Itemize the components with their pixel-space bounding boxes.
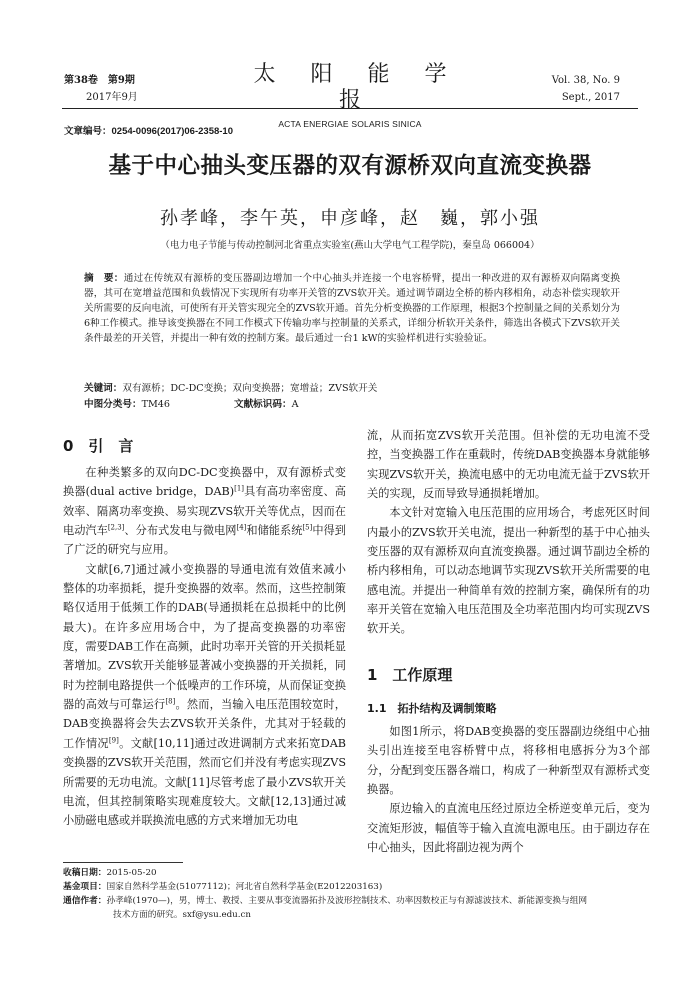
paper-title: 基于中心抽头变压器的双有源桥双向直流变换器 xyxy=(108,153,592,179)
keywords xyxy=(84,380,624,394)
date-en: Sept., 2017 xyxy=(561,92,620,103)
received-date: 收稿日期： 2015-05-20 xyxy=(63,868,157,878)
journal-title-block xyxy=(230,62,470,129)
keywords-text: 双有源桥；DC-DC变换；双向变换器；宽增益；ZVS软开关 xyxy=(122,383,378,394)
intro-paragraph-1: 在种类繁多的双向DC-DC变换器中，双有源桥式变换器(dual active bridge，DAB)[1]具有高功率密度、高效率、隔离功率变换、易实现ZVS软开关等优点，因而在电动汽车[2,3]、分布式发电与微电网[4]和储能系统[5]中得到了广泛的研究与应用。 xyxy=(63,466,346,557)
journal-title-cn: 太 阳 能 学 报 xyxy=(253,62,461,113)
volume-issue-en: Vol. 38, No. 9 xyxy=(551,75,620,86)
topology-paragraph-1: 如图1所示，将DAB变换器的变压器副边绕组中心抽头引出连接至电容桥臂中点，将移相电感拆分为3个部分，分配到变压器各端口，构成了一种新型双有源桥式变换器。 xyxy=(367,725,650,797)
section-1-1-heading: 1.1 拓扑结构及调制策略 xyxy=(367,702,497,715)
keywords-label: 关键词： xyxy=(84,383,123,394)
volume-issue-cn: 第38卷 第9期 xyxy=(64,75,135,86)
left-column xyxy=(63,463,346,831)
corresponding-author-cont: 技术方面的研究。sxf@ysu.edu.cn xyxy=(113,910,252,920)
journal-title-en: ACTA ENERGIAE SOLARIS SINICA xyxy=(278,119,422,129)
clc-label: 中图分类号： xyxy=(84,399,142,410)
paper-affiliation: （电力电子节能与传动控制河北省重点实验室(燕山大学电气工程学院)，秦皇岛 066004） xyxy=(160,240,540,251)
corresponding-author: 通信作者： 孙孝峰(1970—)，男，博士、教授、主要从事变流器拓扑及波形控制技术、功率因数校正与有源滤波技术、新能源变换与组网 xyxy=(63,896,588,906)
paper-authors: 孙孝峰，李午英，申彦峰，赵 巍，郭小强 xyxy=(160,208,540,229)
section-0-heading: 0 引 言 xyxy=(63,437,134,455)
abstract-label: 摘 要： xyxy=(84,273,124,284)
doc-code-label: 文献标识码： xyxy=(234,399,292,410)
clc-value: TM46 xyxy=(141,399,170,410)
intro-paragraph-2: 文献[6,7]通过减小变换器的导通电流有效值来减小整体的功率损耗，提升变换器的效率。然而，这些控制策略仅适用于低频工作的DAB(导通损耗在总损耗中的比例最大)。在许多应用场合中，为了提高变换器的功率密度，需要DAB工作在高频，此时功率开关管的开关损耗显著增加。ZVS软开关能够显著减小变换器的开关损耗，同时为控制电路提供一个低噪声的工作环境，从而保证变换器的高效与可靠运行[8]。然而，当输入电压范围较宽时，DAB变换器将会失去ZVS软开关条件，尤其对于轻载的工作情况[9]。文献[10,11]通过改进调制方式来拓宽DAB变换器的ZVS软开关范围，然而它们并没有考虑实现ZVS所需要的无功电流。文献[11]尽管考虑了最小ZVS软开关电流，但其控制策略实现难度较大。文献[12,13]通过减小励磁电感或并联换流电感的方式来增加无功电 xyxy=(63,562,346,828)
abstract xyxy=(84,271,620,346)
classification xyxy=(84,396,624,410)
footnote xyxy=(63,866,653,922)
topology-paragraph-2: 原边输入的直流电压经过原边全桥逆变单元后，变为交流矩形波，幅值等于输入直流电源电压。由于副边存在中心抽头，因此将副边视为两个 xyxy=(367,802,650,855)
article-number: 文章编号：0254-0096(2017)06-2358-10 xyxy=(64,126,233,137)
intro-paragraph-3: 本文针对宽输入电压范围的应用场合，考虑死区时间内最小的ZVS软开关电流，提出一种新型的基于中心抽头变压器的双有源桥双向直流变换器。通过调节副边全桥的桥内移相角，可以动态地调节实现ZVS软开关所需要的电感电流。并提出一种简单有效的控制方案，确保所有的功率开关管在宽输入电压范围及全功率范围内均可实现ZVS软开关。 xyxy=(367,506,650,636)
fund-info: 基金项目： 国家自然科学基金(51077112)；河北省自然科学基金(E2012203163) xyxy=(63,882,383,892)
right-column-bottom xyxy=(367,722,650,857)
date-cn: 2017年9月 xyxy=(86,92,138,103)
footnote-rule xyxy=(63,862,183,863)
journal-issue-en xyxy=(552,72,620,106)
journal-issue-cn xyxy=(64,72,138,106)
intro-paragraph-2-cont: 流，从而拓宽ZVS软开关范围。但补偿的无功电流不受控，当变换器工作在重载时，传统DAB变换器本身就能够实现ZVS软开关，换流电感中的无功电流无益于ZVS软开关的实现，反而导致导通损耗增加。 xyxy=(367,429,650,501)
section-1-heading: 1 工作原理 xyxy=(367,666,453,684)
header-rule xyxy=(62,108,638,109)
abstract-text: 通过在传统双有源桥的变压器副边增加一个中心抽头并连接一个电容桥臂，提出一种改进的双有源桥双向隔离变换器，其可在宽增益范围和负载情况下实现所有功率开关管的ZVS软开关。通过调节副边全桥的桥内移相角，动态补偿实现软开关所需要的反向电流，可使所有开关管实现完全的ZVS软开通。首先分析变换器的工作原理，根据3个控制量之间的关系划分为6种工作模式。推导该变换器在不同工作模式下传输功率与控制量的关系式，详细分析软开关条件，筛选出各模式下ZVS软开关条件最差的开关管，并提出一种有效的控制方案。最后通过一台1 kW的实验样机进行实验验证。 xyxy=(84,273,621,344)
right-column-top xyxy=(367,426,650,639)
doc-code-value: A xyxy=(291,399,299,410)
